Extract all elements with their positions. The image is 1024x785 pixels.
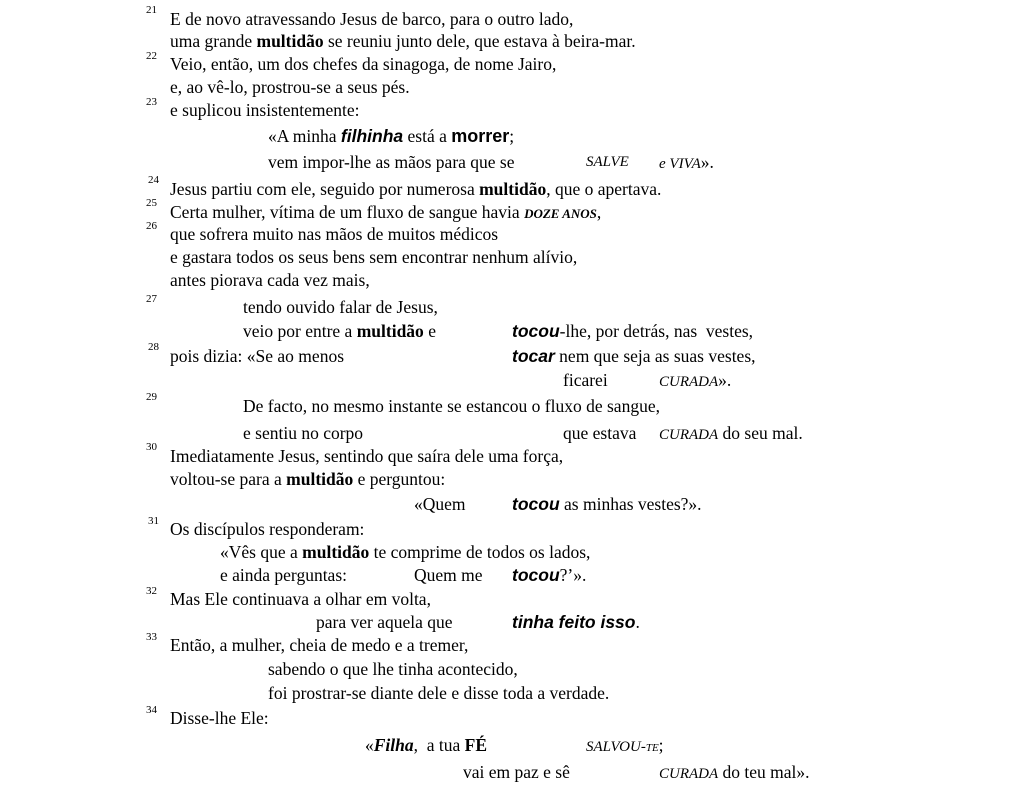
verse-line: CURADA». [659, 370, 732, 390]
verse-line: vai em paz e sê [463, 762, 570, 782]
verse-line: e gastara todos os seus bens sem encontrar nenhum alívio, [170, 247, 578, 267]
verse-line: pois dizia: «Se ao menos [170, 346, 345, 366]
verse-line: Certa mulher, vítima de um fluxo de sangue havia DOZE ANOS, [170, 202, 602, 222]
verse-number: 28 [148, 341, 159, 353]
verse-line: Mas Ele continuava a olhar em volta, [170, 589, 431, 609]
verse-line: Disse-lhe Ele: [170, 708, 269, 728]
keyword-fe: FÉ [464, 735, 488, 755]
keyword-multidao: multidão [302, 542, 370, 562]
verse-line: Quem me [414, 565, 483, 585]
verse-number: 27 [146, 293, 157, 305]
keyword-curada: CURADA [659, 427, 719, 443]
keyword-multidao: multidão [286, 469, 354, 489]
verse-line: tocou?’». [512, 565, 587, 585]
verse-line: tendo ouvido falar de Jesus, [243, 297, 438, 317]
verse-line: CURADA do seu mal. [659, 423, 803, 443]
verse-line: uma grande multidão se reuniu junto dele, que estava à beira-mar. [170, 31, 636, 51]
keyword-multidao: multidão [479, 179, 547, 199]
keyword-morrer: morrer [451, 126, 510, 146]
keyword-salvou: SALVOU- [586, 739, 646, 755]
verse-number: 33 [146, 631, 157, 643]
verse-line: De facto, no mesmo instante se estancou o fluxo de sangue, [243, 396, 660, 416]
verse-line: e, ao vê-lo, prostrou-se a seus pés. [170, 77, 410, 97]
keyword-multidao: multidão [256, 31, 324, 51]
keyword-filhinha: filhinha [340, 126, 404, 146]
verse-number: 21 [146, 4, 157, 16]
keyword-tocou: tocou [512, 321, 560, 341]
keyword-curada: CURADA [659, 374, 719, 390]
verse-line: SALVOU-TE; [586, 735, 664, 755]
keyword-doze-anos: DOZE ANOS [524, 206, 597, 221]
verse-line: Imediatamente Jesus, sentindo que saíra dele uma força, [170, 446, 564, 466]
verse-line: e suplicou insistentemente: [170, 100, 360, 120]
verse-line: CURADA do teu mal». [659, 762, 810, 782]
verse-line: tocou-lhe, por detrás, nas vestes, [512, 321, 754, 341]
verse-line: que sofrera muito nas mãos de muitos médicos [170, 224, 499, 244]
verse-number: 29 [146, 391, 157, 403]
verse-line: Jesus partiu com ele, seguido por numerosa multidão, que o apertava. [170, 179, 662, 199]
verse-number: 25 [146, 197, 157, 209]
verse-line: sabendo o que lhe tinha acontecido, [268, 659, 518, 679]
verse-line: voltou-se para a multidão e perguntou: [170, 469, 446, 489]
keyword-multidao: multidão [356, 321, 424, 341]
verse-number: 34 [146, 704, 157, 716]
verse-line: e sentiu no corpo [243, 423, 364, 443]
verse-line: vem impor-lhe as mãos para que se [268, 152, 515, 172]
verse-line: Veio, então, um dos chefes da sinagoga, de nome Jairo, [170, 54, 557, 74]
verse-line: foi prostrar-se diante dele e disse toda a verdade. [268, 683, 610, 703]
keyword-curada: CURADA [659, 766, 719, 782]
keyword-tocar: tocar [512, 346, 555, 366]
verse-line: Então, a mulher, cheia de medo e a tremer, [170, 635, 469, 655]
verse-line: ficarei [563, 370, 608, 390]
keyword-tinha-feito-isso: tinha feito isso [512, 612, 636, 632]
verse-line: «Quem [414, 494, 466, 514]
verse-number: 31 [148, 515, 159, 527]
verse-line: «Vês que a multidão te comprime de todos os lados, [220, 542, 591, 562]
verse-line: veio por entre a multidão e [243, 321, 436, 341]
keyword-tocou: tocou [512, 494, 560, 514]
verse-line: e VIVA». [659, 152, 714, 172]
verse-line: Os discípulos responderam: [170, 519, 365, 539]
verse-number: 24 [148, 174, 159, 186]
verse-line: tocar nem que seja as suas vestes, [512, 346, 756, 366]
verse-number: 30 [146, 441, 157, 453]
verse-line: E de novo atravessando Jesus de barco, para o outro lado, [170, 9, 574, 29]
keyword-tocou: tocou [512, 565, 560, 585]
verse-number: 32 [146, 585, 157, 597]
keyword-salve: SALVE [586, 154, 629, 170]
verse-line: antes piorava cada vez mais, [170, 270, 370, 290]
verse-line: «A minha filhinha está a morrer; [268, 126, 515, 146]
verse-line: tocou as minhas vestes?». [512, 494, 702, 514]
keyword-filha: Filha [373, 735, 414, 755]
verse-number: 26 [146, 220, 157, 232]
verse-line: «Filha, a tua FÉ [365, 735, 488, 755]
verse-line: tinha feito isso. [512, 612, 640, 632]
verse-line: para ver aquela que [316, 612, 453, 632]
verse-number: 23 [146, 96, 157, 108]
verse-line: que estava [563, 423, 637, 443]
verse-line: e ainda perguntas: [220, 565, 347, 585]
verse-number: 22 [146, 50, 157, 62]
